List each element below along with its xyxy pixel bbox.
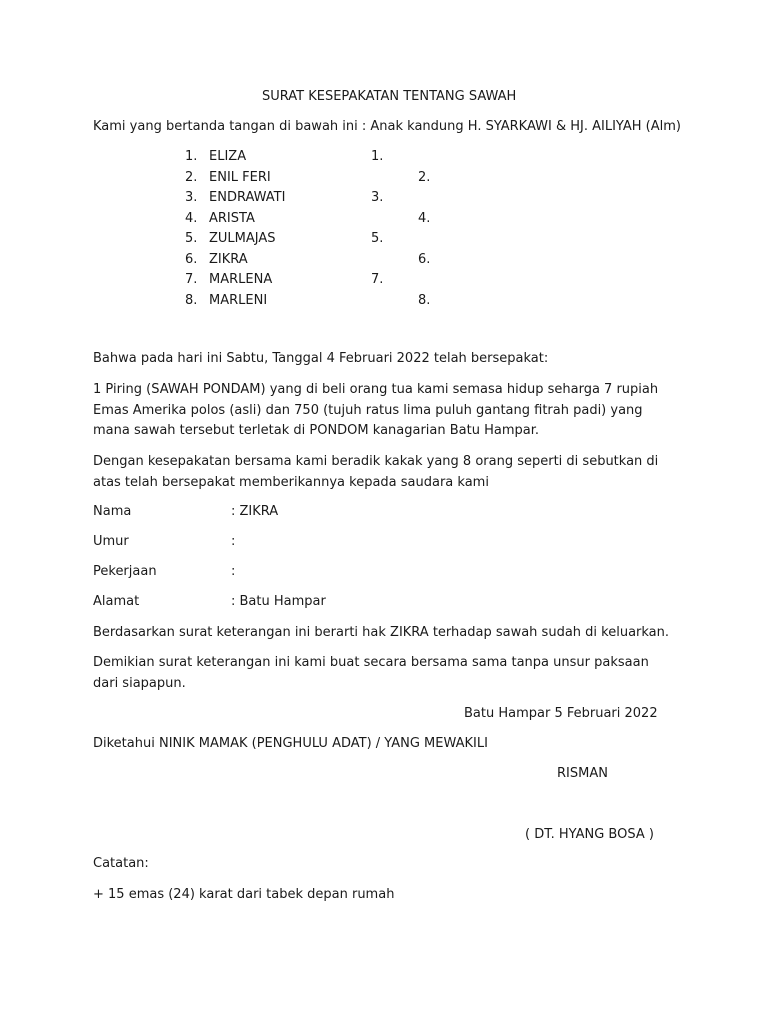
closing-paragraph: Demikian surat keterangan ini kami buat secara bersama sama tanpa unsur paksaan dari siapapun. xyxy=(93,655,649,691)
signature-mark: 1. xyxy=(371,149,384,164)
note-item: + 15 emas (24) karat dari tabek depan rumah xyxy=(93,887,395,902)
signature-mark: 8. xyxy=(418,292,431,308)
acknowledged-by: Diketahui NINIK MAMAK (PENGHULU ADAT) / YANG MEWAKILI xyxy=(93,736,488,751)
notes-label: Catatan: xyxy=(93,856,149,871)
field-label-nama: Nama xyxy=(93,504,132,519)
agreement-date-paragraph: Bahwa pada hari ini Sabtu, Tanggal 4 Februari 2022 telah bersepakat: xyxy=(93,351,549,366)
field-value-pekerjaan: : xyxy=(231,564,236,579)
intro-line: Kami yang bertanda tangan di bawah ini : Anak kandung H. SYARKAWI & HJ. AILIYAH (Alm) xyxy=(93,119,681,134)
signature-mark: 5. xyxy=(371,231,384,246)
field-label-umur: Umur xyxy=(93,534,129,549)
signatory-name: ZULMAJAS xyxy=(209,231,276,246)
signer-name: RISMAN xyxy=(557,766,608,781)
signatory-name: MARLENI xyxy=(209,292,268,308)
signer-title: ( DT. HYANG BOSA ) xyxy=(525,827,654,842)
signatory-name: ARISTA xyxy=(209,210,255,226)
signatory-number: 7. xyxy=(185,272,198,287)
signatory-number: 5. xyxy=(185,231,198,246)
signature-mark: 7. xyxy=(371,272,384,287)
place-date: Batu Hampar 5 Februari 2022 xyxy=(464,706,658,721)
field-value-alamat: : Batu Hampar xyxy=(231,594,326,609)
signature-mark: 2. xyxy=(418,169,431,185)
signature-mark: 4. xyxy=(418,210,431,226)
document-title: SURAT KESEPAKATAN TENTANG SAWAH xyxy=(262,89,517,104)
rights-paragraph: Berdasarkan surat keterangan ini berarti hak ZIKRA terhadap sawah sudah di keluarkan. xyxy=(93,625,670,640)
signatory-number: 2. xyxy=(185,169,198,185)
signatory-number: 8. xyxy=(185,292,198,308)
field-label-alamat: Alamat xyxy=(93,594,140,609)
signatory-name: MARLENA xyxy=(209,272,273,287)
signature-mark: 6. xyxy=(418,251,431,267)
field-label-pekerjaan: Pekerjaan xyxy=(93,564,157,579)
field-value-nama: : ZIKRA xyxy=(231,504,279,519)
signatory-name: ZIKRA xyxy=(209,251,248,267)
agreement-paragraph: Dengan kesepakatan bersama kami beradik kakak yang 8 orang seperti di sebutkan di atas telah bersepakat memberikannya kepada saudara kami xyxy=(93,454,659,490)
signatory-name: ENIL FERI xyxy=(209,169,271,185)
signatory-number: 4. xyxy=(185,210,198,226)
signatory-number: 6. xyxy=(185,251,198,267)
field-value-umur: : xyxy=(231,534,236,549)
signature-mark: 3. xyxy=(371,190,384,205)
property-description-paragraph: 1 Piring (SAWAH PONDAM) yang di beli orang tua kami semasa hidup seharga 7 rupiah Emas Amerika polos (asli) dan 750 (tujuh ratus lima puluh gantang fitrah padi) yang mana sawah tersebut terletak di PONDOM kanagarian Batu Hampar. xyxy=(93,382,659,438)
signatory-number: 3. xyxy=(185,190,198,205)
signatory-name: ELIZA xyxy=(209,149,247,164)
signatory-number: 1. xyxy=(185,149,198,164)
signatory-name: ENDRAWATI xyxy=(209,190,286,205)
